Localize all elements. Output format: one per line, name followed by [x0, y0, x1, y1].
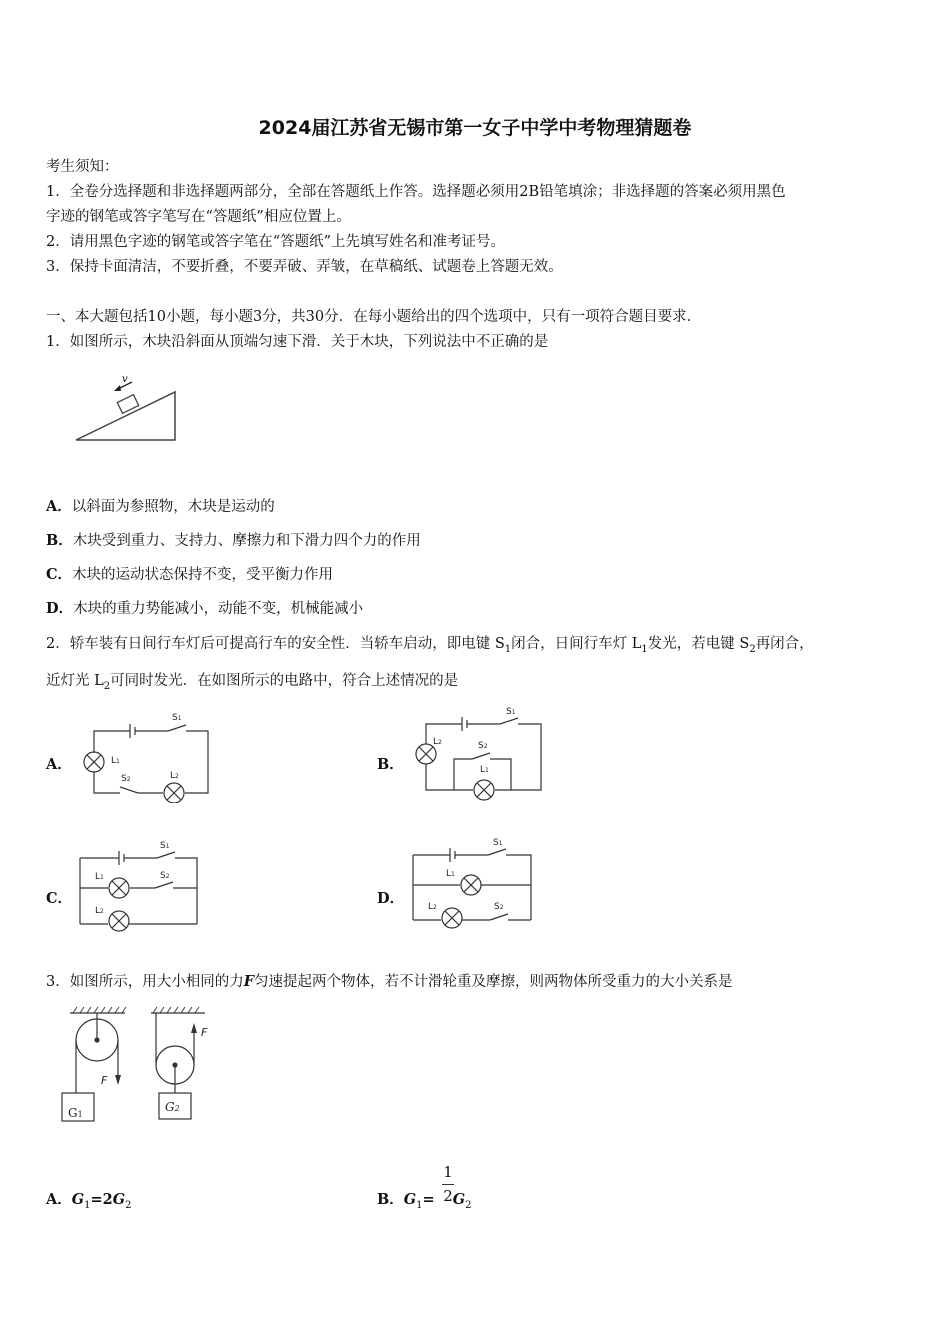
notice-item-2: 2．请用黑色字迹的钢笔或答字笔在“答题纸”上先填写姓名和准考证号。	[46, 234, 506, 250]
svg-text:L1: L1	[95, 872, 104, 882]
svg-text:L1: L1	[111, 756, 120, 766]
svg-text:L1: L1	[446, 869, 455, 879]
svg-text:F: F	[101, 1074, 108, 1087]
svg-text:L2: L2	[433, 737, 442, 747]
notice-item-1-line-1: 1．全卷分选择题和非选择题两部分，全部在答题纸上作答。选择题必须用2B铅笔填涂；非选择题的答案必须用黑色	[46, 184, 786, 200]
page-title: 2024届江苏省无锡市第一女子中学中考物理猜题卷	[258, 117, 692, 139]
q2-option-a-label[interactable]: A．	[46, 756, 72, 773]
q1-option-c[interactable]: C．木块的运动状态保持不变，受平衡力作用	[46, 566, 334, 583]
q3-option-a[interactable]: A．$G_1=2G_2$	[46, 1191, 132, 1211]
svg-text:L2: L2	[95, 906, 104, 916]
section-heading: 一、本大题包括10小题，每小题3分，共30分．在每小题给出的四个选项中，只有一项符合题目要求．	[46, 309, 702, 325]
svg-text:S1: S1	[172, 713, 182, 723]
circuit-c	[75, 836, 205, 936]
svg-text:S1: S1	[493, 838, 503, 848]
notice-heading: 考生须知：	[46, 159, 119, 175]
svg-text:S1: S1	[160, 841, 170, 851]
fraction-denominator: 2	[443, 1187, 453, 1205]
svg-text:G1: G1	[68, 1106, 83, 1120]
q1-option-b[interactable]: B．木块受到重力、支持力、摩擦力和下滑力四个力的作用	[46, 532, 421, 549]
svg-text:L2: L2	[170, 771, 179, 781]
svg-text:S1: S1	[506, 707, 516, 717]
q1-option-d[interactable]: D．木块的重力势能减小，动能不变，机械能减小	[46, 600, 364, 617]
svg-text:S2: S2	[121, 774, 131, 784]
fraction-bar	[442, 1184, 454, 1185]
svg-text:L2: L2	[428, 902, 437, 912]
incline-figure	[70, 370, 185, 445]
svg-text:L1: L1	[480, 765, 489, 775]
notice-item-1-line-2: 字迹的钢笔或答字笔写在“答题纸”相应位置上。	[46, 209, 351, 225]
svg-text:G2: G2	[165, 1100, 180, 1114]
pulley-figure	[55, 1003, 225, 1128]
q2-option-b-label[interactable]: B．	[377, 756, 404, 773]
svg-text:S2: S2	[478, 741, 488, 751]
q2-stem-line-1: 2．轿车装有日间行车灯后可提高行车的安全性．当轿车启动，即电键 $S_1$闭合，日间行车灯 $L_1$发光，若电键 $S_2$再闭合，	[46, 636, 814, 655]
circuit-a	[78, 708, 213, 803]
circuit-d	[408, 833, 538, 933]
q2-stem-line-2: 近灯光 $L_2$可同时发光．在如图所示的电路中，符合上述情况的是	[46, 673, 459, 692]
q1-stem: 1．如图所示，木块沿斜面从顶端匀速下滑．关于木块，下列说法中不正确的是	[46, 334, 549, 350]
fraction-numerator: 1	[443, 1163, 453, 1181]
svg-text:S2: S2	[494, 902, 504, 912]
circuit-b	[410, 702, 550, 802]
q1-option-a[interactable]: A．以斜面为参照物，木块是运动的	[46, 498, 275, 515]
velocity-label: v	[122, 374, 128, 385]
svg-text:S2: S2	[160, 871, 170, 881]
q2-option-c-label[interactable]: C．	[46, 890, 73, 907]
svg-text:F: F	[201, 1026, 208, 1039]
notice-item-3: 3．保持卡面清洁，不要折叠，不要弄破、弄皱，在草稿纸、试题卷上答题无效。	[46, 259, 563, 275]
q2-option-d-label[interactable]: D．	[377, 890, 405, 907]
q3-option-b[interactable]: B．$G_1= G_2$	[377, 1191, 472, 1211]
q3-stem: 3．如图所示，用大小相同的力F匀速提起两个物体，若不计滑轮重及摩擦，则两物体所受重力的大小关系是	[46, 973, 733, 990]
